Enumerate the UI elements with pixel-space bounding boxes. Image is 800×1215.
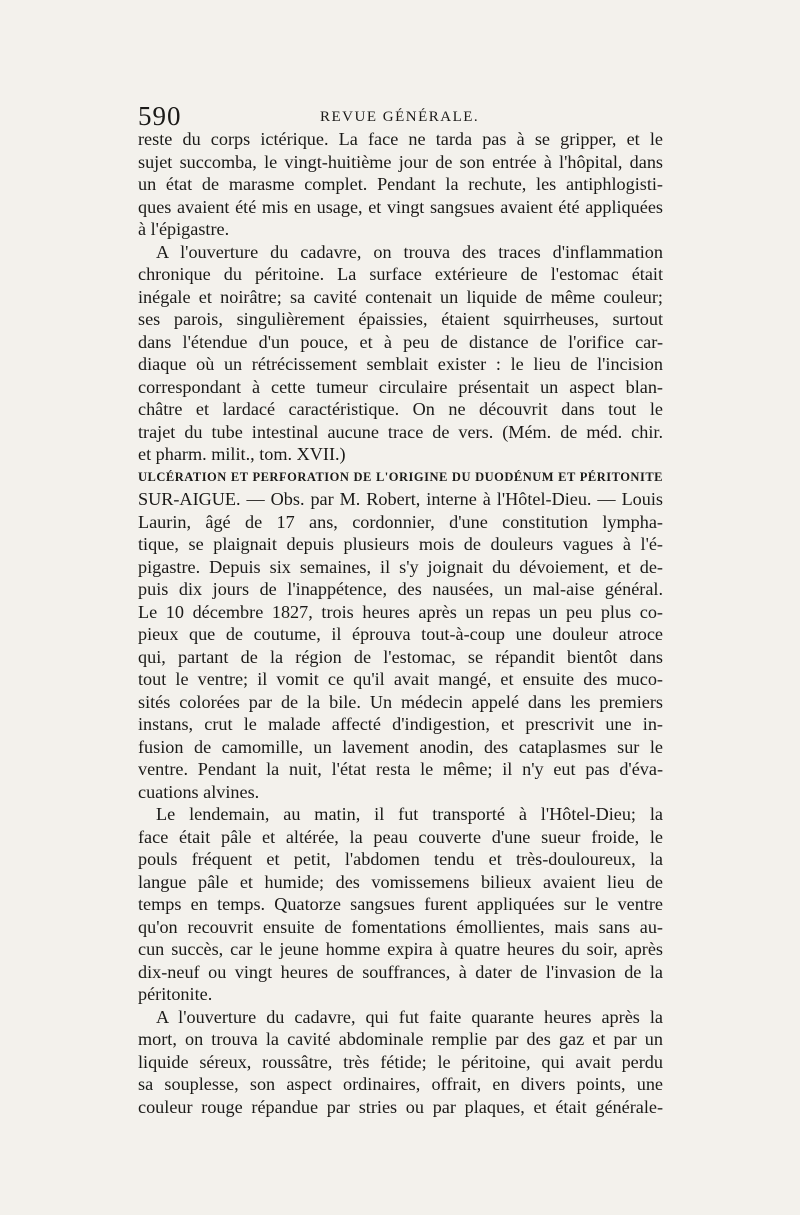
text-line: dix-neuf ou vingt heures de souffrances, à dater de l'invasion de la xyxy=(138,961,663,982)
text-line: diaque où un rétrécissement semblait exister : le lieu de l'incision xyxy=(138,354,663,374)
text-line: A l'ouverture du cadavre, on trouva des traces d'inflammation xyxy=(156,241,663,262)
text-line: un état de marasme complet. Pendant la rechute, les antiphlogisti- xyxy=(138,174,663,194)
text-line: couleur rouge répandue par stries ou par plaques, et était générale- xyxy=(138,1096,663,1117)
text-line: Le lendemain, au matin, il fut transporté à l'Hôtel-Dieu; la xyxy=(156,804,663,824)
text-line: dans l'étendue d'un pouce, et à peu de distance de l'orifice car- xyxy=(138,331,663,352)
text-line: chronique du péritoine. La surface extérieure de l'estomac était xyxy=(138,264,663,284)
text-line: trajet du tube intestinal aucune trace de vers. (Mém. de méd. chir. xyxy=(138,421,663,442)
text-line: fusion de camomille, un lavement anodin, des cataplasmes sur le xyxy=(138,736,663,757)
text-line: ventre. Pendant la nuit, l'état resta le même; il n'y eut pas d'éva- xyxy=(138,759,663,779)
text-line: ses parois, singulièrement épaissies, étaient squirrheuses, surtout xyxy=(138,309,663,329)
text-line: cun succès, car le jeune homme expira à quatre heures du soir, après xyxy=(138,939,663,959)
text-line: temps en temps. Quatorze sangsues furent appliquées sur le ventre xyxy=(138,894,663,914)
running-title: REVUE GÉNÉRALE. xyxy=(320,109,480,125)
text-line: ques avaient été mis en usage, et vingt sangsues avaient été appliquées xyxy=(138,196,663,217)
text-line: à l'épigastre. xyxy=(138,219,230,239)
text-line: pouls fréquent et petit, l'abdomen tendu et très-douloureux, la xyxy=(138,849,663,869)
page-number: 590 xyxy=(138,101,182,131)
section-heading: ULCÉRATION ET PERFORATION DE L'ORIGINE DU DUODÉNUM ET PÉRITONITE xyxy=(138,469,663,484)
text-line: péritonite. xyxy=(138,984,213,1004)
text-line: liquide séreux, roussâtre, très fétide; le péritoine, qui avait perdu xyxy=(138,1051,663,1072)
text-line: A l'ouverture du cadavre, qui fut faite quarante heures après la xyxy=(156,1006,663,1027)
text-line: qu'on recouvrit ensuite de fomentations émollientes, mais sans au- xyxy=(138,916,663,937)
text-line: châtre et lardacé caractéristique. On ne découvrit dans tout le xyxy=(138,399,663,419)
text-line: sités colorées par de la bile. Un médecin appelé dans les premiers xyxy=(138,691,663,712)
text-line: pieux que de coutume, il éprouva tout-à-coup une douleur atroce xyxy=(138,624,663,644)
text-line: cuations alvines. xyxy=(138,781,260,802)
text-line: et pharm. milit., tom. XVII.) xyxy=(138,444,346,464)
text-line: instans, crut le malade affecté d'indigestion, et prescrivit une in- xyxy=(138,714,663,734)
text-line: sujet succomba, le vingt-huitième jour de son entrée à l'hôpital, dans xyxy=(138,151,663,172)
text-line: inégale et noirâtre; sa cavité contenait un liquide de même couleur; xyxy=(138,286,663,307)
text-line: SUR-AIGUE. — Obs. par M. Robert, interne à l'Hôtel-Dieu. — Louis xyxy=(138,489,663,509)
text-line: tique, se plaignait depuis plusieurs mois de douleurs vagues à l'é- xyxy=(138,534,663,554)
text-line: reste du corps ictérique. La face ne tarda pas à se gripper, et le xyxy=(138,129,663,149)
text-line: qui, partant de la région de l'estomac, se répandit bientôt dans xyxy=(138,646,663,667)
text-line: face était pâle et altérée, la peau couverte d'une sueur froide, le xyxy=(138,826,663,847)
text-line: langue pâle et humide; des vomissemens bilieux avaient lieu de xyxy=(138,871,663,892)
text-line: Le 10 décembre 1827, trois heures après un repas un peu plus co- xyxy=(138,601,663,622)
text-line: pigastre. Depuis six semaines, il s'y joignait du dévoiement, et de- xyxy=(138,556,663,577)
text-line: correspondant à cette tumeur circulaire présentait un aspect blan- xyxy=(138,376,663,397)
text-line: tout le ventre; il vomit ce qu'il avait mangé, et ensuite des muco- xyxy=(138,669,663,689)
body-text xyxy=(138,128,663,1118)
text-line: mort, on trouva la cavité abdominale remplie par des gaz et par un xyxy=(138,1029,663,1049)
text-line: sa souplesse, son aspect ordinaires, offrait, en divers points, une xyxy=(138,1074,663,1094)
text-line: puis dix jours de l'inappétence, des nausées, un mal-aise général. xyxy=(138,579,663,599)
text-line: Laurin, âgé de 17 ans, cordonnier, d'une constitution lympha- xyxy=(138,511,663,532)
